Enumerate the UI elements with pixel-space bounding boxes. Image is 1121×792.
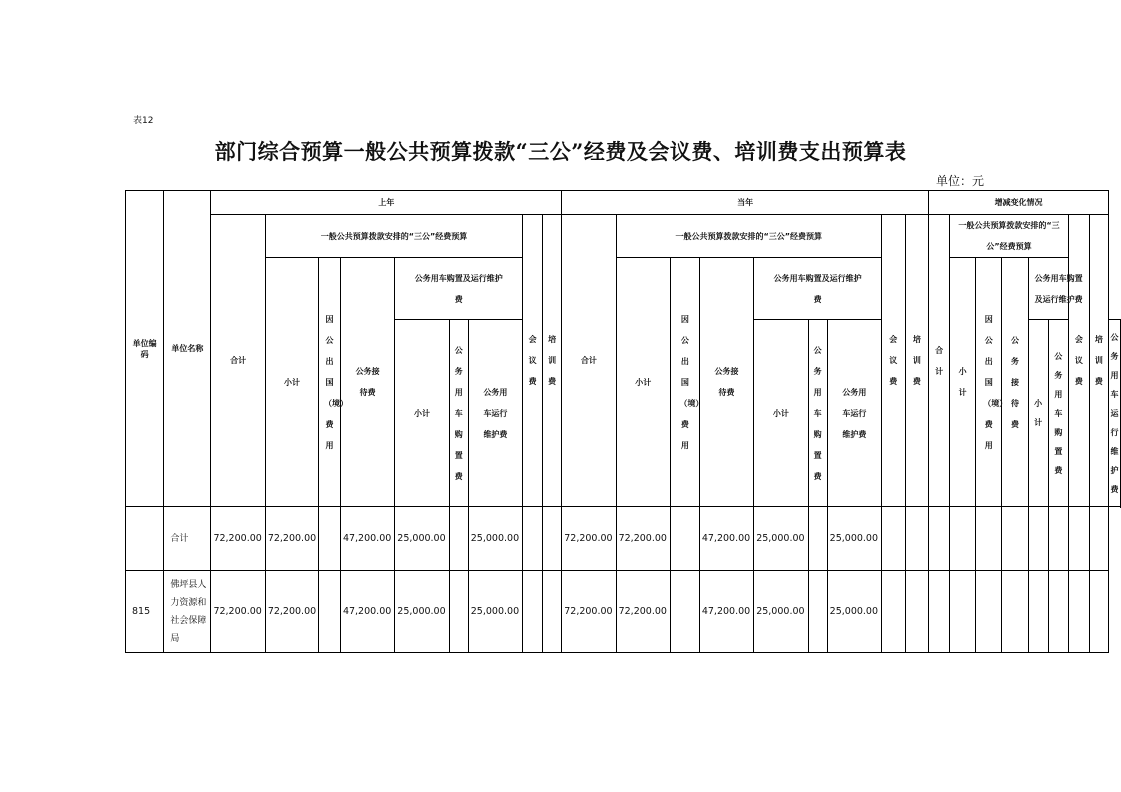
change-reception-header: 公务接待费: [1002, 258, 1028, 507]
prev-training-cell: [543, 507, 562, 571]
row-name: 佛坪县人力资源和社会保障局: [164, 571, 211, 653]
budget-table: [125, 190, 1121, 653]
curr-abroad-header: 因公出国（境）费用: [670, 258, 699, 507]
change-vehicle-group-header: 公务用车购置及运行维护费: [1028, 258, 1089, 320]
unit-code-header: 单位编码: [126, 191, 164, 507]
prev-vehicle-purchase-cell: [449, 571, 468, 653]
row-code: 815: [126, 571, 164, 653]
curr-year-header: 当年: [562, 191, 929, 215]
prev-vehicle-operation-cell: 25,000.00: [468, 571, 522, 653]
change-vehicle-operation-header: 公务用车运行维护费: [1109, 320, 1121, 507]
unit-label: 单位：元: [935, 174, 984, 188]
curr-vehicle-subtotal-cell: 25,000.00: [754, 571, 808, 653]
prev-training-header: 培训费: [543, 215, 562, 507]
curr-reception-cell: 47,200.00: [699, 507, 753, 571]
curr-vehicle-operation-header: 公务用车运行维护费: [827, 320, 881, 507]
change-total-header: 合计: [929, 215, 950, 507]
change-cell: [929, 571, 950, 653]
prev-reception-cell: 47,200.00: [340, 507, 394, 571]
change-cell: [1028, 571, 1048, 653]
table-row-815: [126, 571, 1121, 653]
change-cell: [976, 571, 1002, 653]
curr-training-cell: [905, 507, 929, 571]
prev-meeting-cell: [523, 571, 543, 653]
prev-meeting-cell: [523, 507, 543, 571]
prev-total-cell: 72,200.00: [211, 571, 265, 653]
change-vehicle-purchase-header: 公务用车购置费: [1048, 320, 1068, 507]
curr-abroad-cell: [670, 507, 699, 571]
prev-reception-header: 公务接待费: [340, 258, 394, 507]
change-cell: [976, 507, 1002, 571]
curr-total-cell: 72,200.00: [562, 507, 616, 571]
curr-training-header: 培训费: [905, 215, 929, 507]
change-sangong-header: 一般公共预算拨款安排的“三公”经费预算: [950, 215, 1069, 258]
prev-total-header: 合计: [211, 215, 265, 507]
table-number: 表12: [133, 116, 154, 126]
change-cell: [1048, 571, 1068, 653]
header-row-3: [126, 258, 1121, 320]
unit-name-header: 单位名称: [164, 191, 211, 507]
prev-sangong-header: 一般公共预算拨款安排的“三公”经费预算: [265, 215, 522, 258]
prev-subtotal-cell: 72,200.00: [265, 571, 318, 653]
row-name: 合计: [164, 507, 211, 571]
curr-vehicle-subtotal-cell: 25,000.00: [754, 507, 808, 571]
table-row-total: [126, 507, 1121, 571]
curr-total-header: 合计: [562, 215, 616, 507]
curr-reception-cell: 47,200.00: [699, 571, 753, 653]
prev-subtotal-header: 小计: [265, 258, 318, 507]
prev-total-cell: 72,200.00: [211, 507, 265, 571]
header-row-2: [126, 215, 1121, 258]
row-code: [126, 507, 164, 571]
prev-training-cell: [543, 571, 562, 653]
document-title: 部门综合预算一般公共预算拨款“三公”经费及会议费、培训费支出预算表: [214, 139, 907, 164]
change-cell: [1089, 507, 1108, 571]
curr-abroad-cell: [670, 571, 699, 653]
prev-vehicle-subtotal-cell: 25,000.00: [395, 507, 449, 571]
change-abroad-header: 因公出国（境）费用: [976, 258, 1002, 507]
change-cell: [1069, 571, 1090, 653]
change-cell: [950, 507, 976, 571]
prev-vehicle-operation-cell: 25,000.00: [468, 507, 522, 571]
change-meeting-header: 会议费: [1069, 215, 1090, 507]
curr-total-cell: 72,200.00: [562, 571, 616, 653]
curr-vehicle-group-header: 公务用车购置及运行维护费: [754, 258, 882, 320]
prev-vehicle-purchase-header: 公务用车购置费: [449, 320, 468, 507]
curr-vehicle-purchase-header: 公务用车购置费: [808, 320, 827, 507]
curr-subtotal-cell: 72,200.00: [616, 571, 670, 653]
curr-vehicle-operation-cell: 25,000.00: [827, 507, 881, 571]
header-row-1: [126, 191, 1121, 215]
curr-subtotal-cell: 72,200.00: [616, 507, 670, 571]
curr-subtotal-header: 小计: [616, 258, 670, 507]
curr-vehicle-operation-cell: 25,000.00: [827, 571, 881, 653]
change-cell: [1002, 507, 1028, 571]
change-vehicle-subtotal-header: 小计: [1028, 320, 1048, 507]
prev-abroad-cell: [319, 571, 341, 653]
curr-meeting-cell: [882, 571, 906, 653]
change-cell: [1028, 507, 1048, 571]
change-cell: [1089, 571, 1108, 653]
change-subtotal-header: 小计: [950, 258, 976, 507]
prev-vehicle-subtotal-header: 小计: [395, 320, 449, 507]
prev-vehicle-purchase-cell: [449, 507, 468, 571]
curr-meeting-header: 会议费: [882, 215, 906, 507]
prev-meeting-header: 会议费: [523, 215, 543, 507]
curr-vehicle-subtotal-header: 小计: [754, 320, 808, 507]
prev-subtotal-cell: 72,200.00: [265, 507, 318, 571]
prev-reception-cell: 47,200.00: [340, 571, 394, 653]
curr-meeting-cell: [882, 507, 906, 571]
change-cell: [929, 507, 950, 571]
prev-vehicle-operation-header: 公务用车运行维护费: [468, 320, 522, 507]
prev-abroad-header: 因公出国（境）费用: [319, 258, 341, 507]
curr-training-cell: [905, 571, 929, 653]
change-cell: [1002, 571, 1028, 653]
change-header: 增减变化情况: [929, 191, 1109, 215]
curr-vehicle-purchase-cell: [808, 571, 827, 653]
curr-reception-header: 公务接待费: [699, 258, 753, 507]
change-cell: [950, 571, 976, 653]
prev-vehicle-subtotal-cell: 25,000.00: [395, 571, 449, 653]
prev-abroad-cell: [319, 507, 341, 571]
change-cell: [1048, 507, 1068, 571]
prev-year-header: 上年: [211, 191, 562, 215]
curr-sangong-header: 一般公共预算拨款安排的“三公”经费预算: [616, 215, 881, 258]
prev-vehicle-group-header: 公务用车购置及运行维护费: [395, 258, 523, 320]
change-cell: [1069, 507, 1090, 571]
curr-vehicle-purchase-cell: [808, 507, 827, 571]
change-training-header: 培训费: [1089, 215, 1108, 507]
